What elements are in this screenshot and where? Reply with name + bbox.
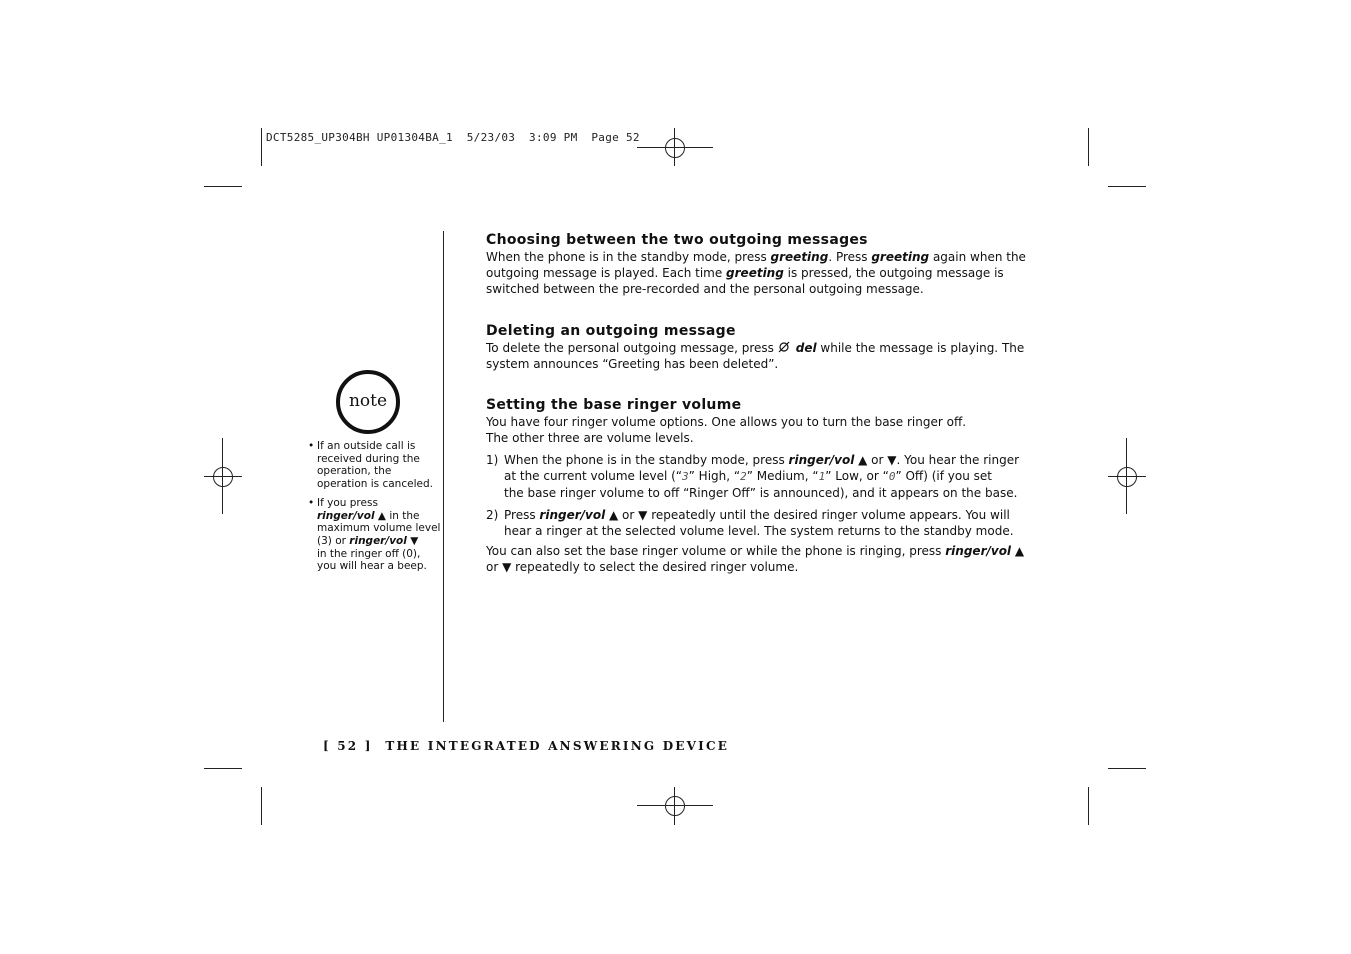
key-name: greeting (726, 266, 784, 280)
text: ” Low, or “ (825, 469, 889, 483)
crop-mark-top-left-h (204, 186, 242, 187)
bullet-icon: • (308, 496, 315, 509)
crop-mark-top-left-v (261, 128, 262, 166)
paragraph-line: The other three are volume levels. (486, 431, 694, 445)
registration-line-bottom-v (674, 787, 675, 825)
paragraph-line (486, 543, 1046, 559)
text: When the phone is in the standby mode, press (486, 250, 771, 264)
key-name: greeting (871, 250, 930, 264)
registration-line-top-v (674, 128, 675, 166)
registration-line-right-h (1108, 476, 1146, 477)
section-title: Deleting an outgoing message (486, 323, 736, 339)
paragraph-line (486, 265, 1046, 281)
key-name: greeting (770, 250, 829, 264)
crop-mark-bottom-left-v (261, 787, 262, 825)
bullet-icon: • (308, 440, 315, 452)
note-line: received during the (317, 452, 420, 465)
paragraph-line (486, 249, 1046, 265)
paragraph-line: switched between the pre-recorded and the personal outgoing message. (486, 282, 924, 296)
crop-mark-bottom-right-v (1088, 787, 1089, 825)
note-line: maximum volume level (317, 522, 441, 535)
text: To delete the personal outgoing message, press (486, 341, 778, 355)
section-deleting (486, 322, 1046, 372)
list-item (486, 507, 1046, 539)
paragraph-line (504, 507, 1046, 523)
text: ▲ or ▼ repeatedly until the desired ringer volume appears. You will (605, 508, 1010, 522)
page-footer: [ 52 ] THE INTEGRATED ANSWERING DEVICE (323, 739, 730, 753)
registration-line-right-v (1126, 438, 1127, 514)
list-item (486, 452, 1046, 501)
registration-line-top-h (637, 147, 713, 148)
key-name: ringer/vol (945, 544, 1012, 558)
lcd-digit: 0 (888, 470, 896, 483)
note-item (308, 497, 442, 573)
text: ” Off) (if you set (895, 469, 992, 483)
registration-mark-left (213, 467, 233, 487)
note-text: (3) or (317, 534, 350, 547)
paragraph-line: system announces “Greeting has been deleted”. (486, 357, 779, 371)
text: ▲ (1011, 544, 1025, 558)
print-slug: DCT5285_UP304BH UP01304BA_1 5/23/03 3:09 PM Page 52 (266, 131, 640, 144)
text: while the message is playing. The (816, 341, 1025, 355)
key-name: del (795, 341, 817, 355)
text: ” Medium, “ (746, 469, 819, 483)
note-line: If an outside call is (317, 440, 416, 452)
section-title: Choosing between the two outgoing messages (486, 232, 868, 248)
text: outgoing message is played. Each time (486, 266, 727, 280)
note-line: operation is canceled. (317, 478, 433, 491)
lcd-digit: 2 (740, 470, 747, 483)
note-line (317, 535, 442, 548)
text: ▲ or ▼. You hear the ringer (854, 453, 1020, 467)
crop-mark-bottom-right-h (1108, 768, 1146, 769)
registration-line-left-h (204, 476, 242, 477)
section-choosing (486, 231, 1046, 297)
crop-mark-top-right-h (1108, 186, 1146, 187)
registration-line-bottom-h (637, 805, 713, 806)
note-label: note (348, 391, 388, 411)
text: You can also set the base ringer volume or while the phone is ringing, press (486, 544, 946, 558)
key-name: ringer/vol (349, 534, 407, 547)
note-text: ▼ (406, 534, 419, 547)
key-name: ringer/vol (539, 508, 606, 522)
registration-mark-bottom (665, 796, 685, 816)
text: again when the (929, 250, 1026, 264)
key-name: ringer/vol (788, 453, 855, 467)
note-text: ▲ in the (374, 509, 420, 522)
paragraph-line (504, 452, 1046, 468)
text: ” High, “ (688, 469, 741, 483)
paragraph-line: the base ringer volume to off “Ringer Off” is announced), and it appears on the base. (504, 486, 1018, 500)
note-line: operation, the (317, 465, 392, 478)
note-icon (336, 370, 400, 434)
paragraph-line: hear a ringer at the selected volume level. The system returns to the standby mode. (504, 524, 1014, 538)
lcd-digit: 1 (818, 470, 826, 483)
text: is pressed, the outgoing message is (783, 266, 1004, 280)
registration-line-left-v (222, 438, 223, 514)
text: When the phone is in the standby mode, press (504, 453, 789, 467)
registration-mark-right (1117, 467, 1137, 487)
registration-mark-top (665, 138, 685, 158)
section-title: Setting the base ringer volume (486, 397, 742, 413)
paragraph-line: You have four ringer volume options. One allows you to turn the base ringer off. (486, 415, 967, 429)
note-item (308, 440, 442, 491)
paragraph-line (486, 340, 1046, 356)
text: at the current volume level (“ (504, 469, 683, 483)
lcd-digit: 3 (682, 470, 689, 483)
note-list (308, 440, 442, 579)
note-line: you will hear a beep. (317, 560, 427, 573)
list-number: 1) (486, 453, 499, 467)
note-line: in the ringer off (0), (317, 547, 421, 560)
list-number: 2) (486, 508, 499, 522)
crop-mark-top-right-v (1088, 128, 1089, 166)
del-key-icon (778, 341, 790, 353)
text: Press (504, 508, 540, 522)
section-ringer (486, 396, 1046, 575)
column-divider (443, 231, 444, 722)
crop-mark-bottom-left-h (204, 768, 242, 769)
paragraph-line: or ▼ repeatedly to select the desired ringer volume. (486, 560, 799, 574)
paragraph-line (504, 468, 1046, 485)
note-line: If you press (317, 496, 378, 509)
key-name: ringer/vol (317, 509, 375, 522)
note-line (317, 510, 442, 523)
text: . Press (828, 250, 872, 264)
